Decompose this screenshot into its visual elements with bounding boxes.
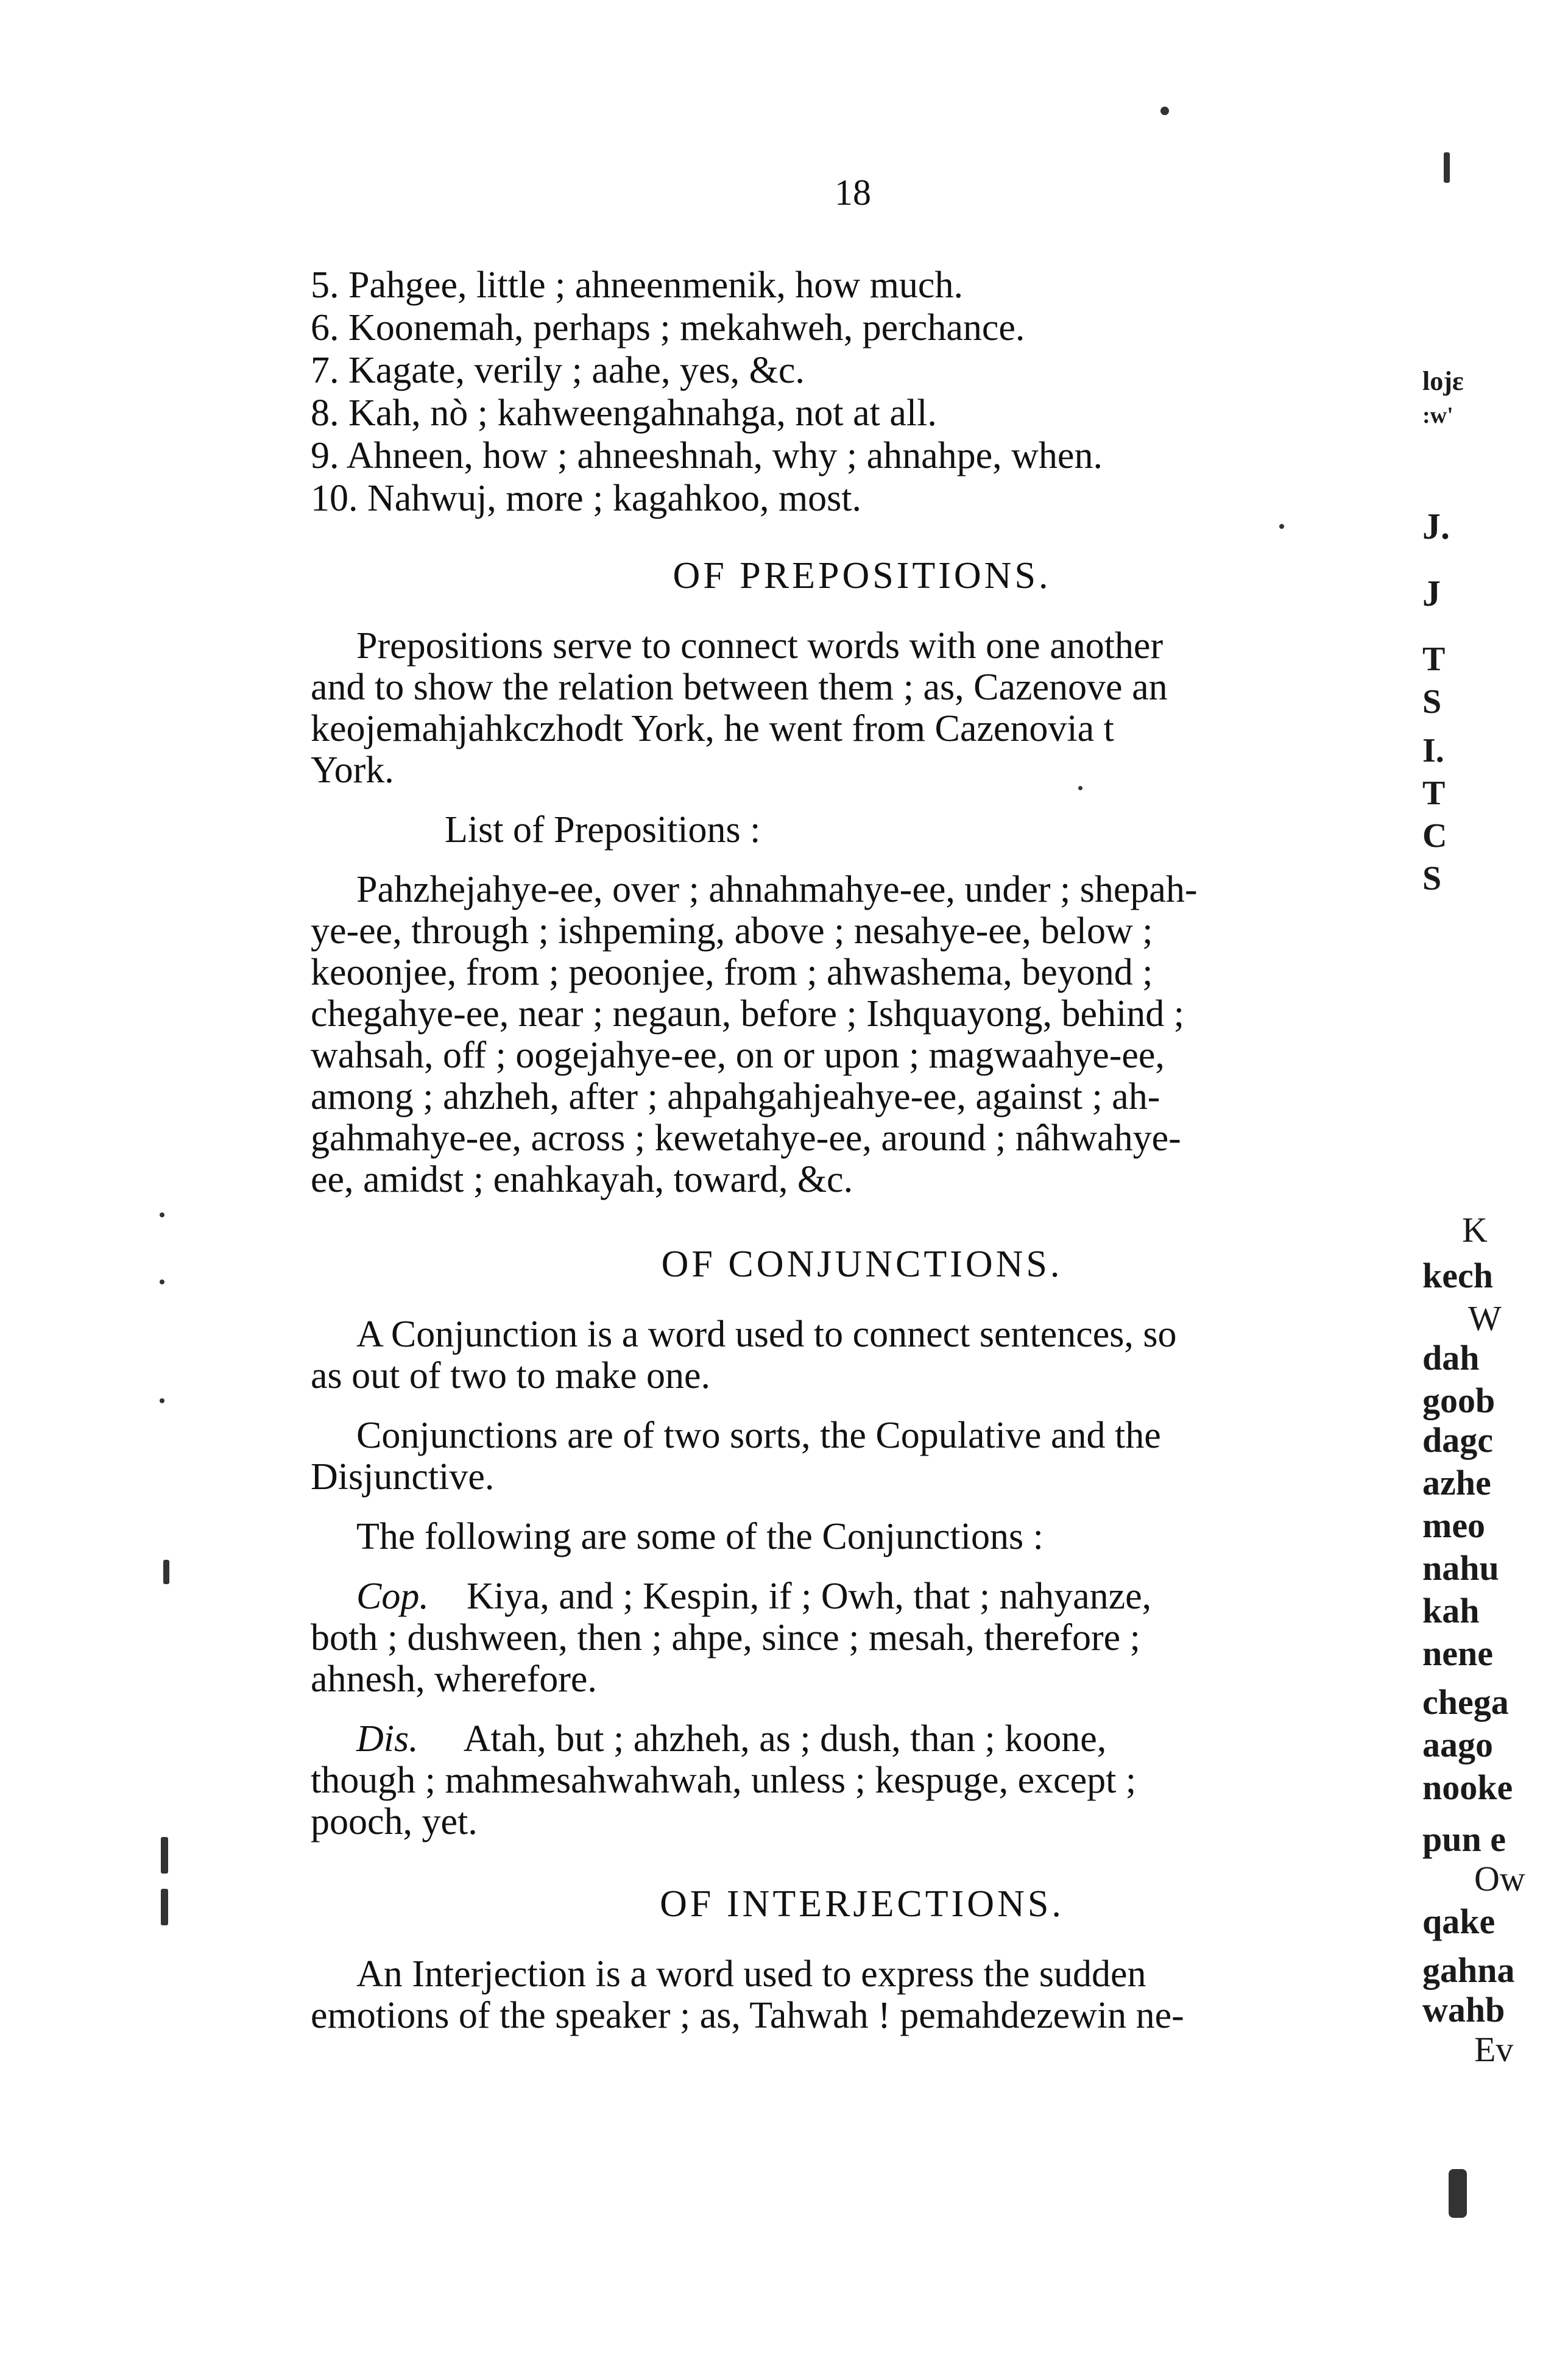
cop-label: Cop. xyxy=(356,1576,429,1617)
bleed-fragment: T xyxy=(1422,774,1446,812)
ink-speck xyxy=(1279,524,1284,529)
section-heading-prepositions: OF PREPOSITIONS. xyxy=(673,555,1051,596)
ink-speck xyxy=(1078,786,1082,790)
text-line: though ; mahmesahwahwah, unless ; kespuge, except ; xyxy=(311,1760,1137,1801)
bleed-fragment: K xyxy=(1462,1210,1488,1250)
bleed-fragment: chega xyxy=(1422,1682,1509,1722)
text-line: Disjunctive. xyxy=(311,1456,495,1498)
bleed-fragment: kech xyxy=(1422,1256,1493,1295)
ink-speck xyxy=(160,1280,164,1284)
dis-text: Atah, but ; ahzheh, as ; dush, than ; koone, xyxy=(463,1718,1107,1760)
bleed-fragment: lojε xyxy=(1422,366,1464,396)
list-label: List of Prepositions : xyxy=(445,809,761,851)
bleed-fragment: :w' xyxy=(1422,403,1453,428)
section-heading-interjections: OF INTERJECTIONS. xyxy=(660,1883,1064,1925)
text-line: both ; dushween, then ; ahpe, since ; mesah, therefore ; xyxy=(311,1617,1140,1658)
text-line: An Interjection is a word used to express the sudden xyxy=(356,1953,1146,1995)
adverb-item: 7. Kagate, verily ; aahe, yes, &c. xyxy=(311,350,805,391)
text-line: gahmahye-ee, across ; kewetahye-ee, around ; nâhwahye- xyxy=(311,1117,1181,1159)
bleed-fragment: dah xyxy=(1422,1338,1480,1378)
bleed-fragment: meo xyxy=(1422,1506,1486,1545)
bleed-fragment: pun e xyxy=(1422,1819,1506,1859)
bleed-fragment: S xyxy=(1422,683,1442,721)
text-line: emotions of the speaker ; as, Tahwah ! pemahdezewin ne- xyxy=(311,1995,1184,2036)
bleed-fragment: C xyxy=(1422,817,1447,855)
bleed-fragment: goob xyxy=(1422,1381,1496,1420)
text-line: and to show the relation between them ; as, Cazenove an xyxy=(311,667,1168,708)
bleed-fragment: nooke xyxy=(1422,1768,1513,1807)
bleed-fragment: J. xyxy=(1422,506,1450,547)
page-number: 18 xyxy=(835,172,871,213)
text-line: among ; ahzheh, after ; ahpahgahjeahye-ee, against ; ah- xyxy=(311,1076,1160,1117)
text-line: wahsah, off ; oogejahye-ee, on or upon ; magwaahye-ee, xyxy=(311,1035,1165,1076)
text-line: keojemahjahkczhodt York, he went from Cazenovia t xyxy=(311,708,1114,749)
text-line: Conjunctions are of two sorts, the Copulative and the xyxy=(356,1415,1161,1456)
ink-speck xyxy=(1444,152,1450,183)
bleed-fragment: T xyxy=(1422,640,1446,678)
ink-speck xyxy=(160,1212,164,1217)
text-line: chegahye-ee, near ; negaun, before ; Ishquayong, behind ; xyxy=(311,993,1185,1035)
bleed-fragment: Ev xyxy=(1474,2030,1514,2069)
bleed-fragment: J xyxy=(1422,573,1441,614)
dis-label: Dis. xyxy=(356,1718,418,1760)
cop-text: Kiya, and ; Kespin, if ; Owh, that ; nahyanze, xyxy=(466,1576,1152,1617)
bleed-fragment: wahb xyxy=(1422,1990,1505,2030)
adverb-item: 10. Nahwuj, more ; kagahkoo, most. xyxy=(311,478,862,519)
bleed-fragment: gahna xyxy=(1422,1950,1515,1990)
adverb-item: 8. Kah, nò ; kahweengahnahga, not at all. xyxy=(311,392,937,434)
ink-speck xyxy=(161,1889,168,1925)
text-line: ye-ee, through ; ishpeming, above ; nesahye-ee, below ; xyxy=(311,910,1153,952)
ink-speck xyxy=(160,1398,164,1403)
adverb-item: 5. Pahgee, little ; ahneenmenik, how much. xyxy=(311,264,963,306)
text-line: The following are some of the Conjunctions : xyxy=(356,1516,1044,1557)
bleed-fragment: I. xyxy=(1422,732,1444,770)
bleed-fragment: dagc xyxy=(1422,1420,1493,1460)
text-line: ahnesh, wherefore. xyxy=(311,1658,597,1700)
bleed-fragment: Ow xyxy=(1474,1859,1525,1899)
text-line: A Conjunction is a word used to connect sentences, so xyxy=(356,1314,1177,1355)
text-line: Pahzhejahye-ee, over ; ahnahmahye-ee, under ; shepah- xyxy=(356,869,1198,910)
bleed-fragment: kah xyxy=(1422,1591,1480,1630)
section-heading-conjunctions: OF CONJUNCTIONS. xyxy=(661,1244,1063,1285)
bleed-fragment: W xyxy=(1468,1298,1502,1338)
bleed-fragment: aago xyxy=(1422,1725,1493,1764)
text-line: Prepositions serve to connect words with one another xyxy=(356,625,1164,667)
bleed-fragment: azhe xyxy=(1422,1463,1491,1503)
text-line: as out of two to make one. xyxy=(311,1355,711,1396)
ink-speck xyxy=(163,1560,169,1584)
ink-speck xyxy=(161,1837,168,1874)
text-line: keoonjee, from ; peoonjee, from ; ahwashema, beyond ; xyxy=(311,952,1153,993)
text-line: ee, amidst ; enahkayah, toward, &c. xyxy=(311,1159,853,1200)
bleed-fragment: nene xyxy=(1422,1633,1493,1673)
text-line: pooch, yet. xyxy=(311,1801,478,1842)
ink-speck xyxy=(1449,2169,1467,2218)
bleed-fragment: qake xyxy=(1422,1902,1496,1941)
adverb-item: 6. Koonemah, perhaps ; mekahweh, perchance. xyxy=(311,307,1025,349)
text-line: York. xyxy=(311,749,394,791)
bleed-fragment: S xyxy=(1422,860,1442,897)
adverb-item: 9. Ahneen, how ; ahneeshnah, why ; ahnahpe, when. xyxy=(311,435,1103,476)
bleed-fragment: nahu xyxy=(1422,1548,1499,1588)
ink-speck xyxy=(1160,107,1169,115)
